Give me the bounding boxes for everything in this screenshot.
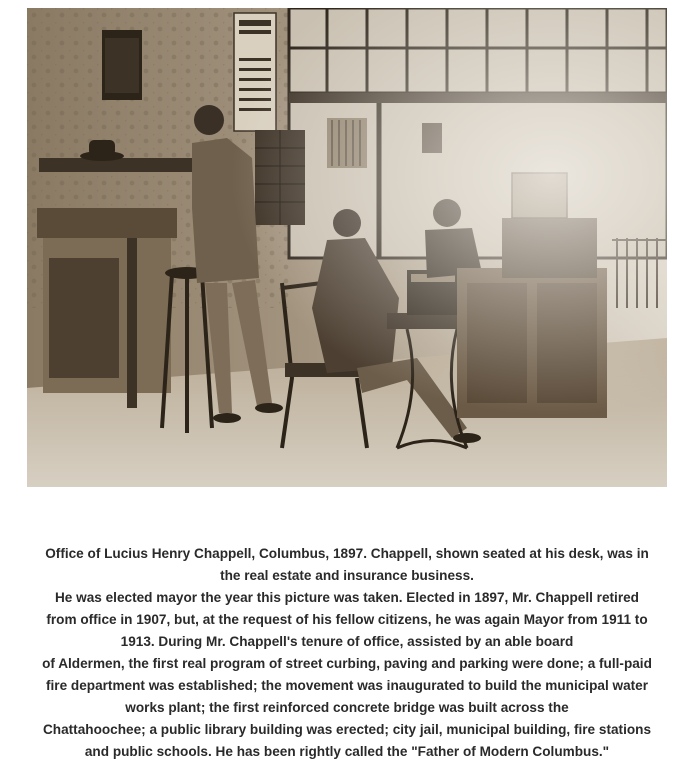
caption-line: works plant; the first reinforced concrete bridge was built across the bbox=[125, 700, 569, 715]
caption-line: He was elected mayor the year this picture was taken. Elected in 1897, Mr. Chappell retired bbox=[54, 590, 639, 605]
caption-line: of Aldermen, the first real program of street curbing, paving and parking were done; a full-paid bbox=[42, 656, 652, 671]
caption-line: Chattahoochee; a public library building was erected; city jail, municipal building, fire stations bbox=[42, 722, 652, 737]
caption-line: 1913. During Mr. Chappell's tenure of office, assisted by an able board bbox=[120, 634, 574, 649]
caption-line: and public schools. He has been rightly called the "Father of Modern Columbus." bbox=[84, 744, 610, 759]
caption-line: Office of Lucius Henry Chappell, Columbus, 1897. Chappell, shown seated at his desk, was in bbox=[45, 546, 649, 561]
caption-line: the real estate and insurance business. bbox=[220, 568, 474, 583]
caption-line: from office in 1907, but, at the request of his fellow citizens, he was again Mayor from 1911 to bbox=[46, 612, 648, 627]
photo-caption bbox=[8, 543, 686, 763]
historical-office-photo bbox=[27, 8, 667, 487]
caption-line: fire department was established; the movement was inaugurated to build the municipal water bbox=[45, 678, 649, 693]
